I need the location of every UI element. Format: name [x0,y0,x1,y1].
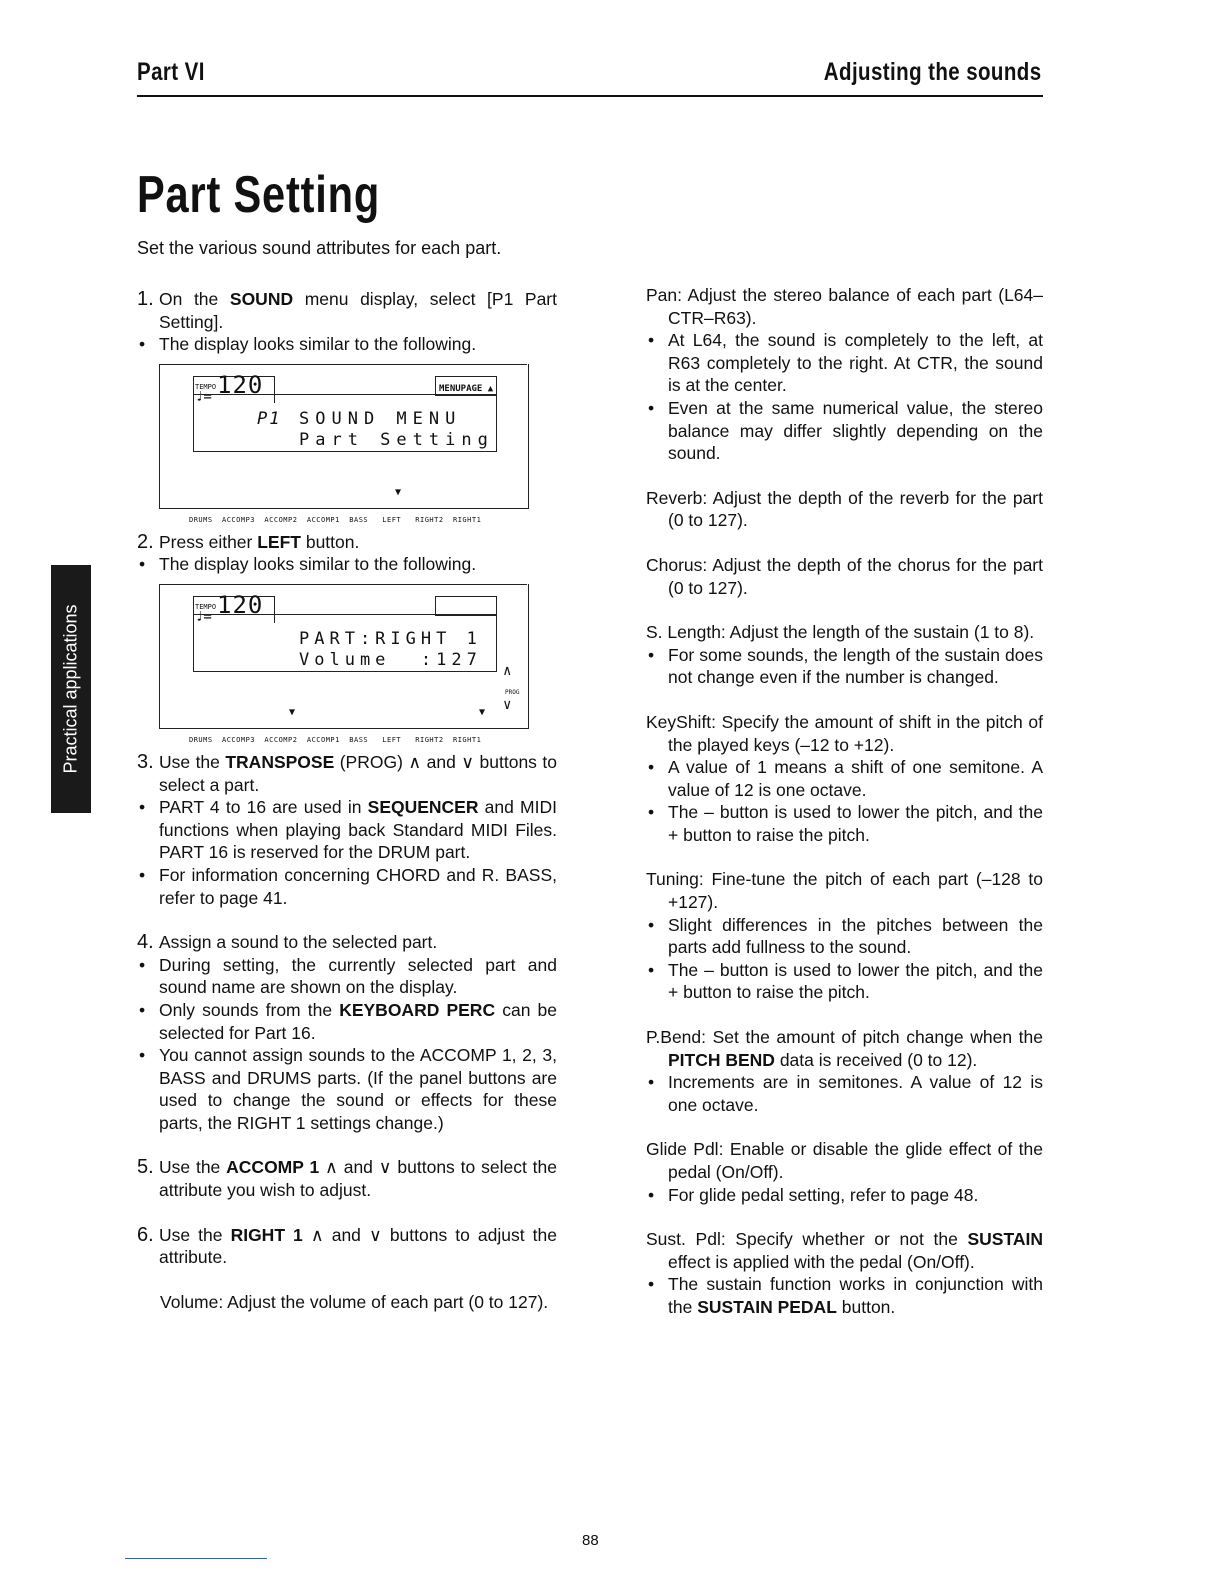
lcd-row1: PART:RIGHT 1 [299,628,482,649]
bullet-dot: • [648,644,655,665]
lcd-bottom-labels: DRUMS ACCOMP3 ACCOMP2 ACCOMP1 BASS LEFT RIGHT2 RIGHT1 [189,515,482,524]
bullet [646,1184,1043,1207]
attr-reverb: Reverb: Adjust the depth of the reverb for the part (0 to 127). [646,487,1043,531]
attr-text: data is received (0 to 12). [774,1049,978,1070]
bullet [137,999,557,1044]
lcd-menu-box [435,596,497,616]
bullet [137,864,557,909]
step-number: 6. [137,1223,154,1246]
bullet [646,644,1043,689]
bullet-text: At L64, the sound is completely to the left, at R63 completely to the right. At CTR, the sound is at the center. [668,330,1043,396]
lcd-tempo-value: 120 [217,370,264,399]
step-6 [137,1224,557,1269]
header-rule [137,95,1043,97]
lcd-row2: Part Setting [299,429,494,450]
attr-pbend [646,1026,1043,1071]
bullet-text: button. [836,1296,896,1317]
attr-bold: SUSTAIN [967,1229,1043,1250]
bullet [646,756,1043,801]
footer-line [125,1558,267,1559]
step-number: 3. [137,750,154,773]
bullet-text: You cannot assign sounds to the ACCOMP 1, 2, 3, BASS and DRUMS parts. (If the panel buttons are used to change the sound or effects for these parts, the RIGHT 1 settings change.) [159,1045,557,1133]
bullet-dot: • [648,330,655,351]
lcd-prog-label: PROG [505,688,520,696]
lcd-row1: SOUND MENU [299,408,462,429]
quarter-note-icon: ♩= [195,388,212,405]
side-tab-label: Practical applications [60,604,81,774]
step-text: ∧ and ∨ buttons to select the attribute you wish to adjust. [159,1157,557,1201]
attr-keyshift: KeyShift: Specify the amount of shift in the pitch of the played keys (–12 to +12). [646,711,1043,755]
lcd-menu-label: MENUPAGE ▲ [439,383,494,394]
step-number: 1. [137,288,154,310]
bullet-dot: • [648,397,655,418]
lcd-tempo-label: TEMPO [195,382,217,391]
bullet-text: The – button is used to lower the pitch, and the + button to raise the pitch. [668,959,1043,1003]
step-text: Press either [159,531,258,552]
intro-text: Set the various sound attributes for each part. [137,238,502,258]
step-bold: TRANSPOSE [225,751,335,772]
bullet-dot: • [648,959,655,980]
bullet [646,1071,1043,1116]
bullet [646,959,1043,1004]
attr-glide: Glide Pdl: Enable or disable the glide effect of the pedal (On/Off). [646,1139,1043,1182]
bullet [137,333,557,356]
bullet-dot: • [139,864,146,885]
bullet-text: For information concerning CHORD and R. BASS, refer to page 41. [159,864,557,908]
bullet-dot: • [648,914,655,935]
bullet [646,397,1043,465]
bullet-text: The display looks similar to the following. [159,554,477,575]
bullet-text: The sustain function works in conjunction with the [668,1274,1043,1317]
step-text: Use the [159,1157,227,1178]
step-text: Assign a sound to the selected part. [159,932,438,953]
attr-text: effect is applied with the pedal (On/Off). [668,1251,975,1272]
attr-text: Sust. Pdl: Specify whether or not the [646,1229,968,1250]
bullet-text: During setting, the currently selected part and sound name are shown on the display. [159,954,557,998]
step-bold: RIGHT 1 [230,1224,303,1245]
step-bold: ACCOMP 1 [226,1157,320,1178]
lcd-tempo-label: TEMPO [195,602,217,611]
bullet-dot: • [139,1045,146,1066]
lcd-display-1 [159,364,529,524]
bullet-text: For some sounds, the length of the sustain does not change even if the number is changed. [668,644,1043,688]
step-text: Use the [159,1224,231,1245]
step-number: 2. [137,530,154,553]
step-bold: SOUND [229,289,294,309]
bullet-dot: • [648,802,655,823]
step-5 [137,1156,557,1201]
bullet-text: Increments are in semitones. A value of 12 is one octave. [668,1072,1043,1115]
bullet-text: Slight differences in the pitches between the parts add fullness to the sound. [668,914,1043,958]
down-triangle-icon: ▼ [289,706,296,718]
lcd-display-2 [159,584,529,744]
page-title: Part Setting [137,166,381,224]
bullet [137,553,557,576]
bullet-text: Only sounds from the [159,999,340,1020]
bullet-bold: SEQUENCER [367,797,479,818]
bullet [137,1044,557,1134]
bullet-dot: • [648,757,655,778]
lcd-tempo-value: 120 [217,590,264,619]
attr-sust [646,1228,1043,1273]
step-1 [137,288,557,333]
step-3 [137,751,557,796]
quarter-note-icon: ♩= [195,608,212,625]
bullet-dot: • [648,1274,655,1295]
lcd-row2: Volume :127 [299,649,482,670]
down-caret-icon: ∨ [503,696,512,713]
bullet-text: PART 4 to 16 are used in [159,797,368,818]
bullet-dot: • [139,554,146,575]
bullet-text: A value of 1 means a shift of one semitone. A value of 12 is one octave. [668,757,1043,800]
down-triangle-icon: ▼ [395,486,402,498]
attr-chorus: Chorus: Adjust the depth of the chorus for the part (0 to 127). [646,554,1043,598]
bullet-text: Even at the same numerical value, the stereo balance may differ slightly depending on the sound. [668,397,1043,464]
step-text: On the [159,289,230,309]
header-part-label: Part VI [137,58,205,86]
bullet [646,1273,1043,1318]
attr-volume: Volume: Adjust the volume of each part (0 to 127). [160,1291,549,1312]
page-number: 88 [582,1532,599,1549]
step-text: Use the [159,751,226,772]
step-text: ∧ and ∨ buttons to adjust the attribute. [159,1224,557,1268]
bullet [137,796,557,864]
left-column [137,288,557,1313]
right-column [646,284,1043,1319]
step-text: menu display, select [P1 Part Setting]. [159,289,557,332]
attr-slength: S. Length: Adjust the length of the sustain (1 to 8). [646,622,1035,643]
down-triangle-icon: ▼ [479,706,486,718]
step-text: (PROG) ∧ and ∨ buttons to select a part. [159,751,557,795]
bullet-dot: • [139,999,146,1020]
bullet-text: For glide pedal setting, refer to page 48. [668,1184,979,1205]
bullet-dot: • [648,1184,655,1205]
bullet [646,801,1043,846]
attr-pan: Pan: Adjust the stereo balance of each part (L64–CTR–R63). [646,285,1043,328]
bullet-text: The display looks similar to the following. [159,334,477,355]
step-number: 5. [137,1156,154,1179]
bullet-dot: • [139,334,146,355]
bullet-dot: • [139,797,146,818]
lcd-row1-prefix: P1 [257,408,282,429]
header-section-title: Adjusting the sounds [824,58,1042,86]
bullet-bold: SUSTAIN PEDAL [697,1296,837,1317]
bullet [646,329,1043,397]
attr-text: P.Bend: Set the amount of pitch change when the [646,1027,1043,1048]
up-caret-icon: ∧ [503,662,512,679]
step-4 [137,931,557,954]
bullet-bold: KEYBOARD PERC [339,999,496,1020]
attr-bold: PITCH BEND [668,1049,775,1070]
lcd-bottom-labels: DRUMS ACCOMP3 ACCOMP2 ACCOMP1 BASS LEFT RIGHT2 RIGHT1 [189,735,482,744]
bullet [646,914,1043,959]
step-2 [137,531,557,554]
bullet-text: and MIDI functions when playing back Standard MIDI Files. PART 16 is reserved for the DRUM part. [159,797,557,863]
side-tab [51,565,91,813]
step-number: 4. [137,931,154,954]
bullet-text: The – button is used to lower the pitch, and the + button to raise the pitch. [668,802,1043,845]
bullet-text: can be selected for Part 16. [159,999,557,1043]
step-bold: LEFT [257,531,301,552]
bullet [137,954,557,999]
attr-tuning: Tuning: Fine-tune the pitch of each part (–128 to +127). [646,869,1043,913]
step-text: button. [300,531,360,552]
bullet-dot: • [139,954,146,975]
bullet-dot: • [648,1072,655,1093]
